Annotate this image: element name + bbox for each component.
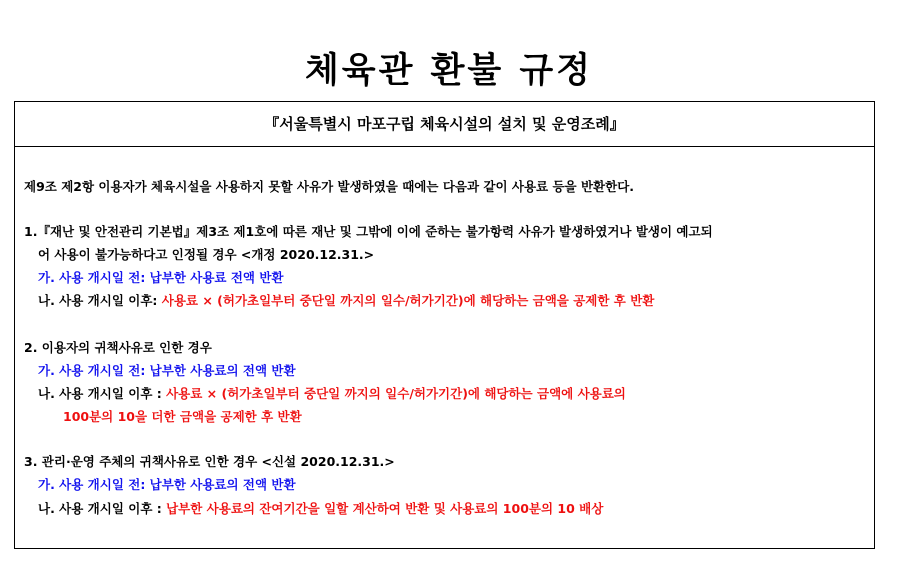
section-1-item-b-text: 사용료 × (허가초일부터 중단일 까지의 일수/허가기간)에 해당하는 금액을 공제한 후 반환: [161, 293, 655, 308]
ordinance-title: 『서울특별시 마포구립 체육시설의 설치 및 운영조례』: [15, 102, 874, 147]
section-2-item-b-cont: 100분의 10을 더한 금액을 공제한 후 반환: [63, 409, 302, 424]
section-3-item-b-label: 나. 사용 개시일 이후 :: [38, 501, 167, 516]
section-1-item-b-label: 나. 사용 개시일 이후:: [38, 293, 162, 308]
section-2-item-b-text: 사용료 × (허가초일부터 중단일 까지의 일수/허가기간)에 해당하는 금액에 사용료의: [166, 386, 626, 401]
intro-text: 제9조 제2항 이용자가 체육시설을 사용하지 못할 사유가 발생하였을 때에는 다음과 같이 사용료 등을 반환한다.: [24, 179, 635, 194]
page-title: 체육관 환불 규정: [304, 51, 594, 91]
section-1-heading-cont: 어 사용이 불가능하다고 인정될 경우 <개정 2020.12.31.>: [38, 247, 375, 262]
section-3-item-b: [38, 499, 603, 519]
section-2-item-b: [38, 384, 626, 404]
section-1-item-a: 가. 사용 개시일 전: 납부한 사용료 전액 반환: [38, 270, 284, 285]
section-2-item-a: 가. 사용 개시일 전: 납부한 사용료의 전액 반환: [38, 363, 296, 378]
section-3-heading: 3. 관리·운영 주체의 귀책사유로 인한 경우 <신설 2020.12.31.>: [24, 454, 395, 469]
section-1-heading: 1.『재난 및 안전관리 기본법』제3조 제1호에 따른 재난 및 그밖에 이에 준하는 불가항력 사유가 발생하였거나 발생이 예고되: [24, 224, 713, 239]
section-2-item-b-label: 나. 사용 개시일 이후 :: [38, 386, 167, 401]
section-3-item-b-text: 납부한 사용료의 잔여기간을 일할 계산하여 반환 및 사용료의 100분의 10 배상: [166, 501, 604, 516]
section-1-item-b: [38, 291, 654, 311]
section-2-heading: 2. 이용자의 귀책사유로 인한 경우: [24, 340, 212, 355]
regulation-box: [14, 101, 875, 549]
section-3-item-a: 가. 사용 개시일 전: 납부한 사용료의 전액 반환: [38, 477, 296, 492]
